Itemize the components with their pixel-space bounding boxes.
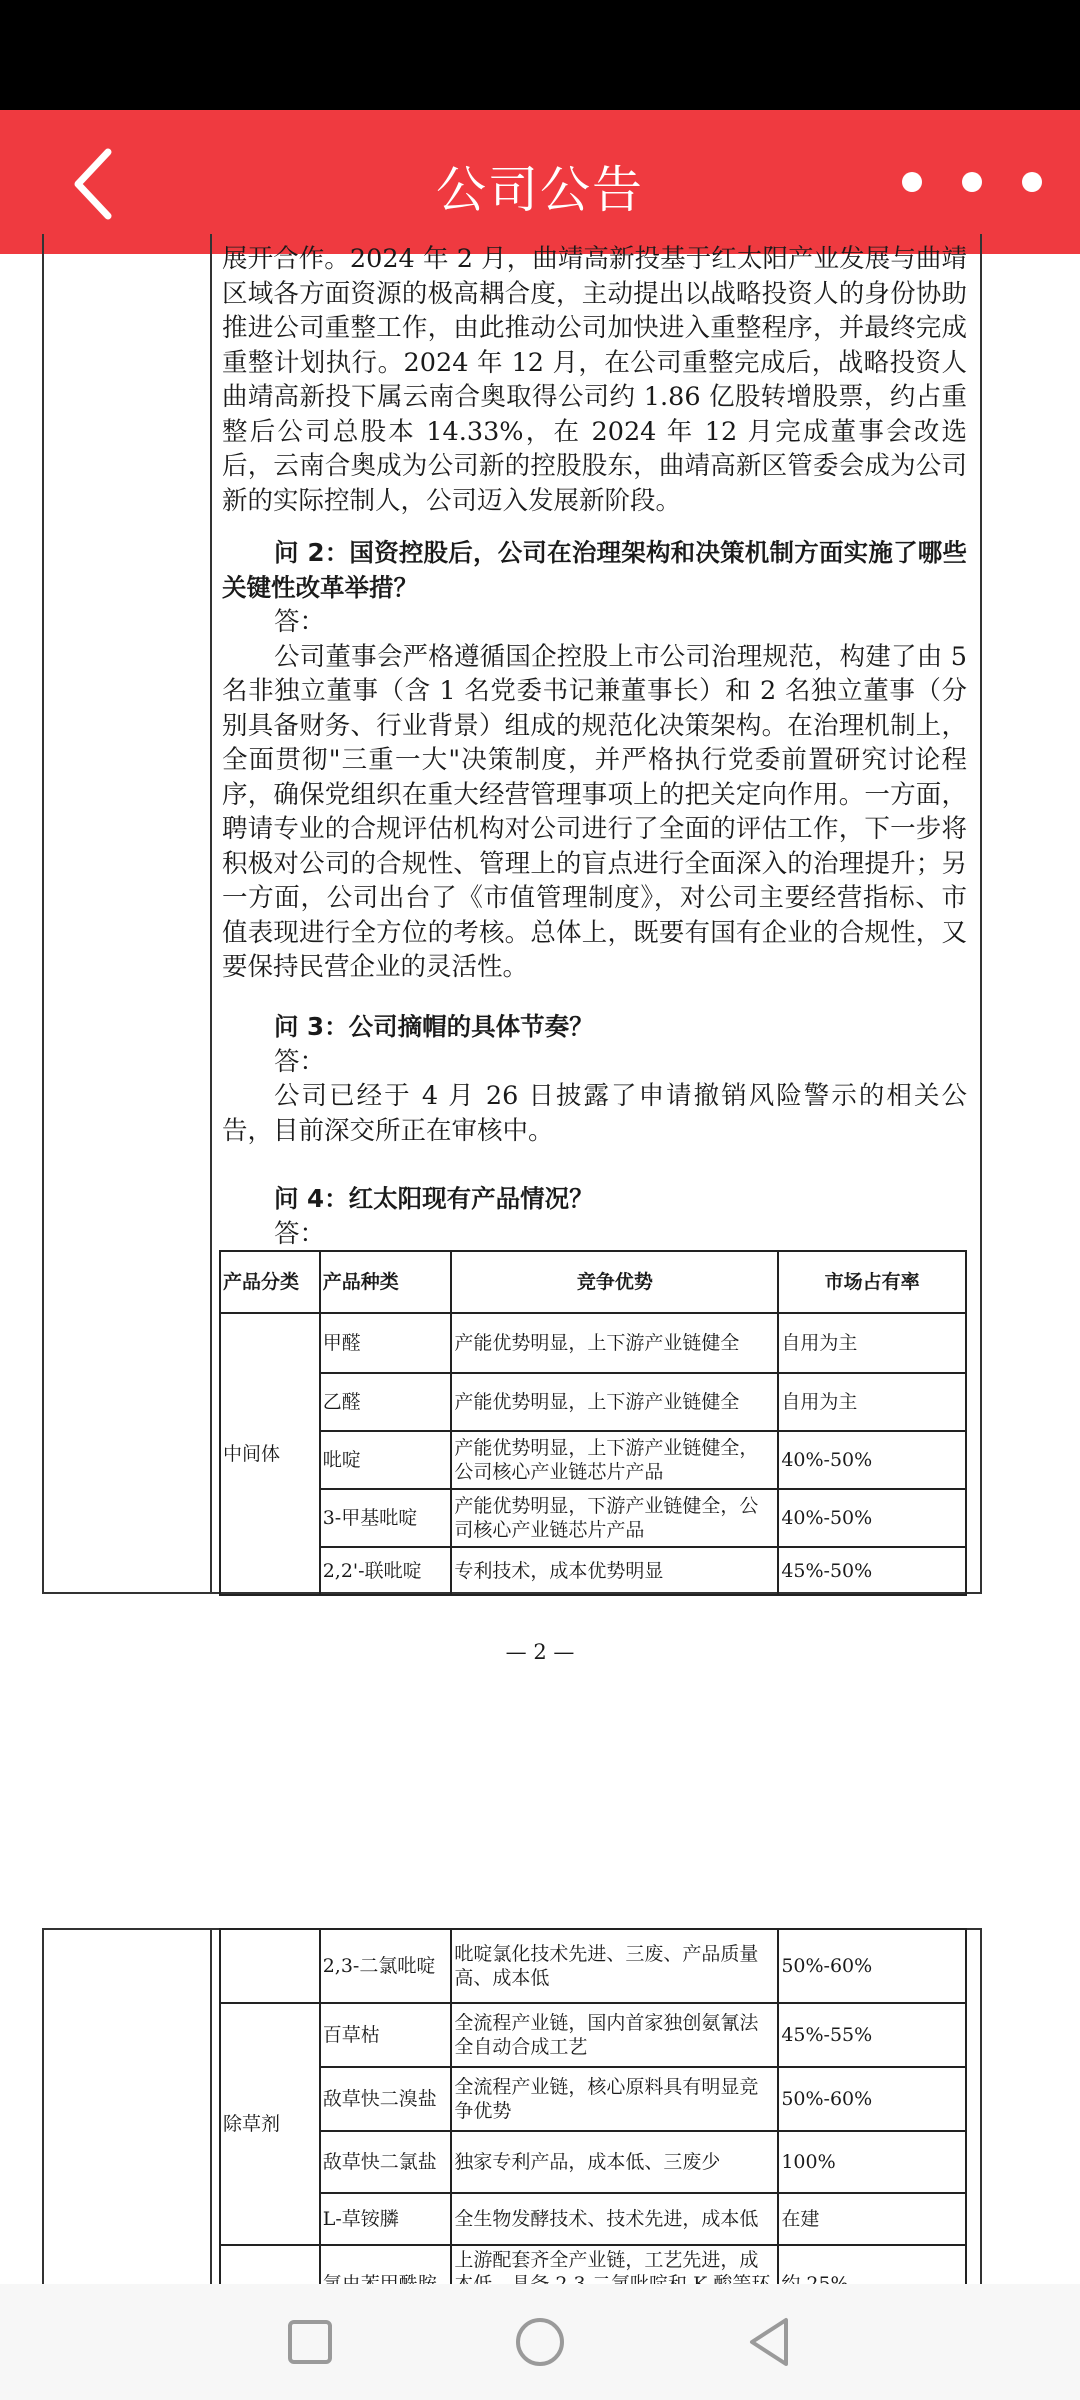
table-group-cell [220, 1929, 320, 2003]
table-header-cell: 产品种类 [320, 1251, 452, 1313]
table-cell: 敌草快二溴盐 [320, 2067, 452, 2131]
table-header-cell: 市场占有率 [778, 1251, 966, 1313]
table-row [220, 2193, 966, 2245]
more-button[interactable] [902, 162, 1042, 202]
table-cell: 自用为主 [778, 1373, 966, 1431]
table-cell: 乙醛 [320, 1373, 452, 1431]
table-cell: 50%-60% [778, 2067, 966, 2131]
table-row [220, 1489, 966, 1547]
circle-icon [512, 2314, 568, 2370]
table-cell: 产能优势明显，上下游产业链健全 [451, 1373, 778, 1431]
table-cell: 产能优势明显，下游产业链健全，公司核心产业链芯片产品 [451, 1489, 778, 1547]
answer-label: 答： [274, 1046, 326, 1077]
table-cell: 产能优势明显，上下游产业链健全，公司核心产业链芯片产品 [451, 1431, 778, 1489]
table-cell: 2,2'-联吡啶 [320, 1547, 452, 1595]
table-cell: 专利技术，成本优势明显 [451, 1547, 778, 1595]
more-dots-icon [962, 172, 982, 192]
table-row [220, 1431, 966, 1489]
table-cell: 全生物发酵技术、技术先进，成本低 [451, 2193, 778, 2245]
document-divider [210, 234, 212, 1594]
table-cell: 全流程产业链，核心原料具有明显竞争优势 [451, 2067, 778, 2131]
table-cell: 全流程产业链，国内首家独创氨氰法全自动合成工艺 [451, 2003, 778, 2067]
table-row [220, 1547, 966, 1595]
table-cell: 2,3-二氯吡啶 [320, 1929, 452, 2003]
table-cell: 45%-50% [778, 1547, 966, 1595]
home-button[interactable] [512, 2314, 568, 2370]
table-row [220, 2067, 966, 2131]
square-icon [282, 2314, 338, 2370]
table-row [220, 1313, 966, 1373]
answer-label: 答： [274, 1218, 326, 1249]
q4-title: 问 4：红太阳现有产品情况？ [274, 1184, 594, 1213]
table-cell: 100% [778, 2131, 966, 2193]
answer-label: 答： [274, 607, 326, 637]
page-number: — 2 — [505, 1640, 575, 1664]
app-bar [0, 110, 1080, 254]
table-cell: 吡啶氯化技术先进、三废、产品质量高、成本低 [451, 1929, 778, 2003]
table-header-cell: 产品分类 [220, 1251, 320, 1313]
more-dots-icon [1022, 172, 1042, 192]
q2-answer: 公司董事会严格遵循国企控股上市公司治理规范，构建了由 5 名非独立董事（含 1 名党委书记兼董事长）和 2 名独立董事（分别具备财务、行业背景）组成的规范化决策架构。在治理机制上，全面贯彻"三重一大"决策制度，并严格执行党委前置研究讨论程序，确保党组织在重大经营管理事项上的把关定向作用。一方面，聘请专业的合规评估机构对公司进行了全面的评估工作，下一步将积极对公司的合规性、管理上的盲点进行全面深入的治理提升；另一方面，公司出台了《市值管理制度》，对公司主要经营指标、市值表现进行全方位的考核。总体上，既要有国有企业的合规性，又要保持民营企业的灵活性。 [222, 641, 967, 982]
table-cell: L-草铵膦 [320, 2193, 452, 2245]
table-cell: 在建 [778, 2193, 966, 2245]
table-row [220, 2003, 966, 2067]
triangle-back-icon [742, 2314, 798, 2370]
back-nav-button[interactable] [742, 2314, 798, 2370]
table-cell: 吡啶 [320, 1431, 452, 1489]
q1-answer-text: 展开合作。2024 年 2 月，曲靖高新投基于红太阳产业发展与曲靖区域各方面资源的极高耦合度，主动提出以战略投资人的身份协助推进公司重整工作，由此推动公司加快进入重整程序，并最终完成重整计划执行。2024 年 12 月，在公司重整完成后，战略投资人曲靖高新投下属云南合奥取得公司约 1.86 亿股转增股票，约占重整后公司总股本 14.33%，在 2024 年 12 月完成董事会改选后，云南合奥成为公司新的控股股东，曲靖高新区管委会成为公司新的实际控制人，公司迈入发展新阶段。 [222, 244, 967, 516]
more-dots-icon [902, 172, 922, 192]
table-header-row [220, 1251, 966, 1313]
table-cell: 45%-55% [778, 2003, 966, 2067]
table-cell: 40%-50% [778, 1489, 966, 1547]
q3-block [222, 1010, 967, 1148]
table-group-cell: 中间体 [220, 1313, 320, 1595]
table-row [220, 1373, 966, 1431]
table-cell: 上游配套齐全产业链，工艺先进，成 [451, 2245, 778, 2323]
q3-answer: 公司已经于 4 月 26 日披露了申请撤销风险警示的相关公告，目前深交所正在审核中。 [222, 1081, 967, 1146]
q3-title: 问 3：公司摘帽的具体节奏？ [274, 1012, 594, 1041]
document-divider [210, 1928, 212, 2328]
table-cell: 自用为主 [778, 1313, 966, 1373]
q2-title: 问 2：国资控股后，公司在治理架构和决策机制方面实施了哪些关键性改革举措？ [222, 538, 967, 602]
page-title: 公司公告 [436, 161, 644, 219]
product-table [219, 1250, 967, 1596]
recent-apps-button[interactable] [282, 2314, 338, 2370]
q2-block [222, 536, 967, 985]
status-bar [0, 0, 1080, 110]
table-row [220, 2131, 966, 2193]
table-header-cell: 竞争优势 [451, 1251, 778, 1313]
table-cell: 产能优势明显，上下游产业链健全 [451, 1313, 778, 1373]
document-page-1 [0, 244, 1080, 1594]
table-cell: 独家专利产品，成本低、三废少 [451, 2131, 778, 2193]
product-table-continued [219, 1928, 967, 2324]
table-cell: 敌草快二氯盐 [320, 2131, 452, 2193]
table-cell: 百草枯 [320, 2003, 452, 2067]
system-nav-bar [0, 2284, 1080, 2400]
table-cell: 40%-50% [778, 1431, 966, 1489]
table-cell: 甲醛 [320, 1313, 452, 1373]
q4-block [222, 1182, 967, 1251]
table-cell: 50%-60% [778, 1929, 966, 2003]
document-page-2 [0, 1924, 1080, 2284]
table-cell: 3-甲基吡啶 [320, 1489, 452, 1547]
table-group-cell: 除草剂 [220, 2003, 320, 2245]
table-row [220, 1929, 966, 2003]
